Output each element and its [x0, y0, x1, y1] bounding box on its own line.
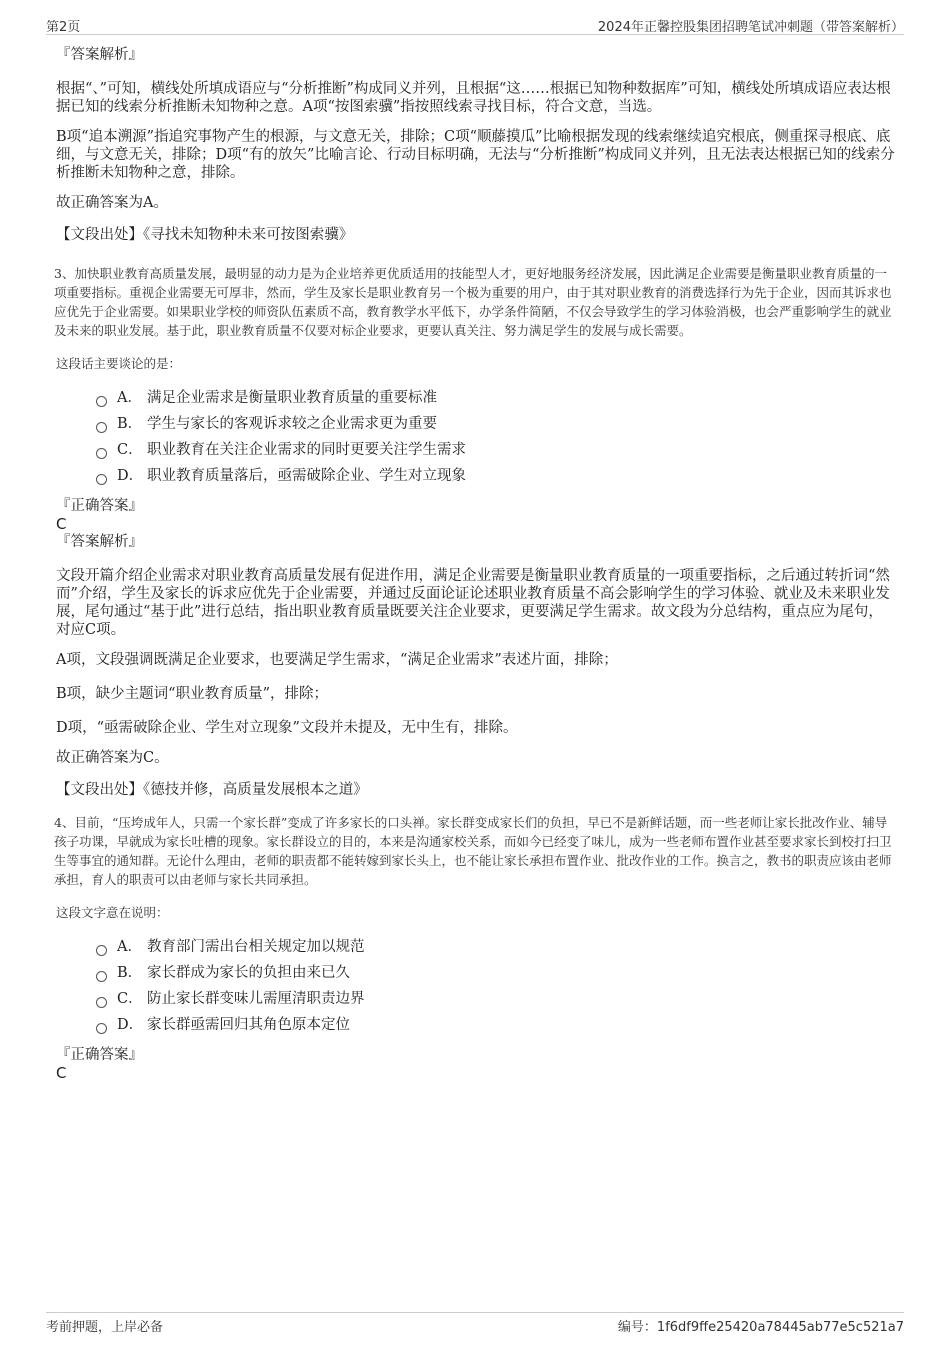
- q4-stem: 4、目前，“压垮成年人，只需一个家长群”变成了许多家长的口头禅。家长群变成家长们的负担，早已不是新鲜话题，而一些老师让家长批改作业、辅导孩子功课，早就成为家长吐槽的现象。家长群设立的目的，本来是沟通家校关系，而如今已经变了味儿，成为一些老师布置作业甚至要求家长到校打扫卫生等事宜的通知群。无论什么理由，老师的职责都不能转嫁到家长头上，也不能让家长承担布置作业、批改作业的工作。换言之，教书的职责应该由老师承担，育人的职责可以由老师与家长共同承担。: [54, 815, 892, 887]
- radio-icon[interactable]: [96, 997, 107, 1008]
- q3-analysis-label: 『答案解析』: [56, 534, 143, 550]
- q4-option-a[interactable]: A． 教育部门需出台相关规定加以规范: [96, 934, 896, 960]
- q3-analysis-para-2: A项，文段强调既满足企业要求，也要满足学生需求，“满足企业需求”表述片面，排除；: [56, 652, 618, 668]
- radio-icon[interactable]: [96, 448, 107, 459]
- q3-conclusion: 故正确答案为C。: [56, 750, 169, 766]
- q3-answer: C: [56, 515, 67, 533]
- q3-analysis-para-4: D项，“亟需破除企业、学生对立现象”文段并未提及，无中生有，排除。: [56, 720, 518, 736]
- q4-answer: C: [56, 1064, 67, 1082]
- document-title: 2024年正馨控股集团招聘笔试冲刺题（带答案解析）: [597, 20, 904, 35]
- q3-stem: 3、加快职业教育高质量发展，最明显的动力是为企业培养更优质适用的技能型人才，更好地服务经济发展，因此满足企业需要是衡量职业教育质量的一项重要指标。重视企业需要无可厚非，然而，学生及家长是职业教育另一个极为重要的用户，由于其对职业教育的消费选择行为先于企业，因而其诉求也应优先于企业需要。如果职业学校的师资队伍素质不高，教育教学水平低下，办学条件简陋，不仅会导致学生的学习体验消极，也会严重影响学生的就业及未来的职业发展。基于此，职业教育质量不仅要对标企业要求，更要认真关注、努力满足学生的发展与成长需要。: [54, 266, 892, 338]
- radio-icon[interactable]: [96, 945, 107, 956]
- q2-conclusion: 故正确答案为A。: [56, 195, 168, 211]
- radio-icon[interactable]: [96, 971, 107, 982]
- q2-analysis-para-2: B项“追本溯源”指追究事物产生的根源，与文意无关，排除；C项“顺藤摸瓜”比喻根据发现的线索继续追究根底，侧重探寻根底、底细，与文意无关，排除；D项“有的放矢”比喻言论、行动目标明确，无法与“分析推断”构成同义并列，且无法表达根据已知的线索分析推断未知物种之意，排除。: [56, 129, 895, 181]
- q2-analysis-para-1: 根据“、”可知，横线处所填成语应与“分析推断”构成同义并列，且根据“这……根据已知物种数据库”可知，横线处所填成语应表达根据已知的线索分析推断未知物种之意。A项“按图索骥”指按照线索寻找目标，符合文意，当选。: [56, 81, 891, 115]
- radio-icon[interactable]: [96, 422, 107, 433]
- footer-slogan: 考前押题，上岸必备: [46, 1320, 164, 1335]
- footer-code: 编号：1f6df9ffe25420a78445ab77e5c521a7: [617, 1320, 904, 1335]
- q3-option-a[interactable]: A． 满足企业需求是衡量职业教育质量的重要标准: [96, 385, 896, 411]
- q3-options: [56, 385, 896, 489]
- q4-options: [56, 934, 896, 1038]
- q3-analysis-para-1: 文段开篇介绍企业需求对职业教育高质量发展有促进作用，满足企业需要是衡量职业教育质量的一项重要指标，之后通过转折词“然而”介绍，学生及家长的诉求应优先于企业需要，并通过反面论证论述职业教育质量不高会影响学生的学习体验、就业及未来职业发展，尾句通过“基于此”进行总结，指出职业教育质量既要关注企业要求，更要满足学生需求。故文段为分总结构，重点应为尾句，对应C项。: [56, 568, 890, 638]
- q3-answer-label: 『正确答案』: [56, 498, 143, 514]
- page-header: [46, 14, 904, 35]
- page-content: [56, 46, 896, 1082]
- q3-option-c[interactable]: C． 职业教育在关注企业需求的同时更要关注学生需求: [96, 437, 896, 463]
- q3-analysis-para-3: B项，缺少主题词“职业教育质量”，排除；: [56, 686, 328, 702]
- q4-option-b[interactable]: B． 家长群成为家长的负担由来已久: [96, 960, 896, 986]
- q2-source: 【文段出处】《寻找未知物种未来可按图索骥》: [56, 227, 354, 243]
- q3-option-d[interactable]: D． 职业教育质量落后，亟需破除企业、学生对立现象: [96, 463, 896, 489]
- radio-icon[interactable]: [96, 474, 107, 485]
- q3-source: 【文段出处】《德技并修，高质量发展根本之道》: [56, 782, 368, 798]
- radio-icon[interactable]: [96, 396, 107, 407]
- q3-prompt: 这段话主要谈论的是：: [56, 356, 182, 371]
- radio-icon[interactable]: [96, 1023, 107, 1034]
- q4-option-d[interactable]: D． 家长群亟需回归其角色原本定位: [96, 1012, 896, 1038]
- q3-option-b[interactable]: B． 学生与家长的客观诉求较之企业需求更为重要: [96, 411, 896, 437]
- q4-answer-label: 『正确答案』: [56, 1047, 143, 1063]
- q4-prompt: 这段文字意在说明：: [56, 905, 169, 920]
- page-footer: [46, 1312, 904, 1335]
- page-number: 第2页: [46, 20, 81, 35]
- q2-analysis-label: 『答案解析』: [56, 47, 143, 63]
- q4-option-c[interactable]: C． 防止家长群变味儿需厘清职责边界: [96, 986, 896, 1012]
